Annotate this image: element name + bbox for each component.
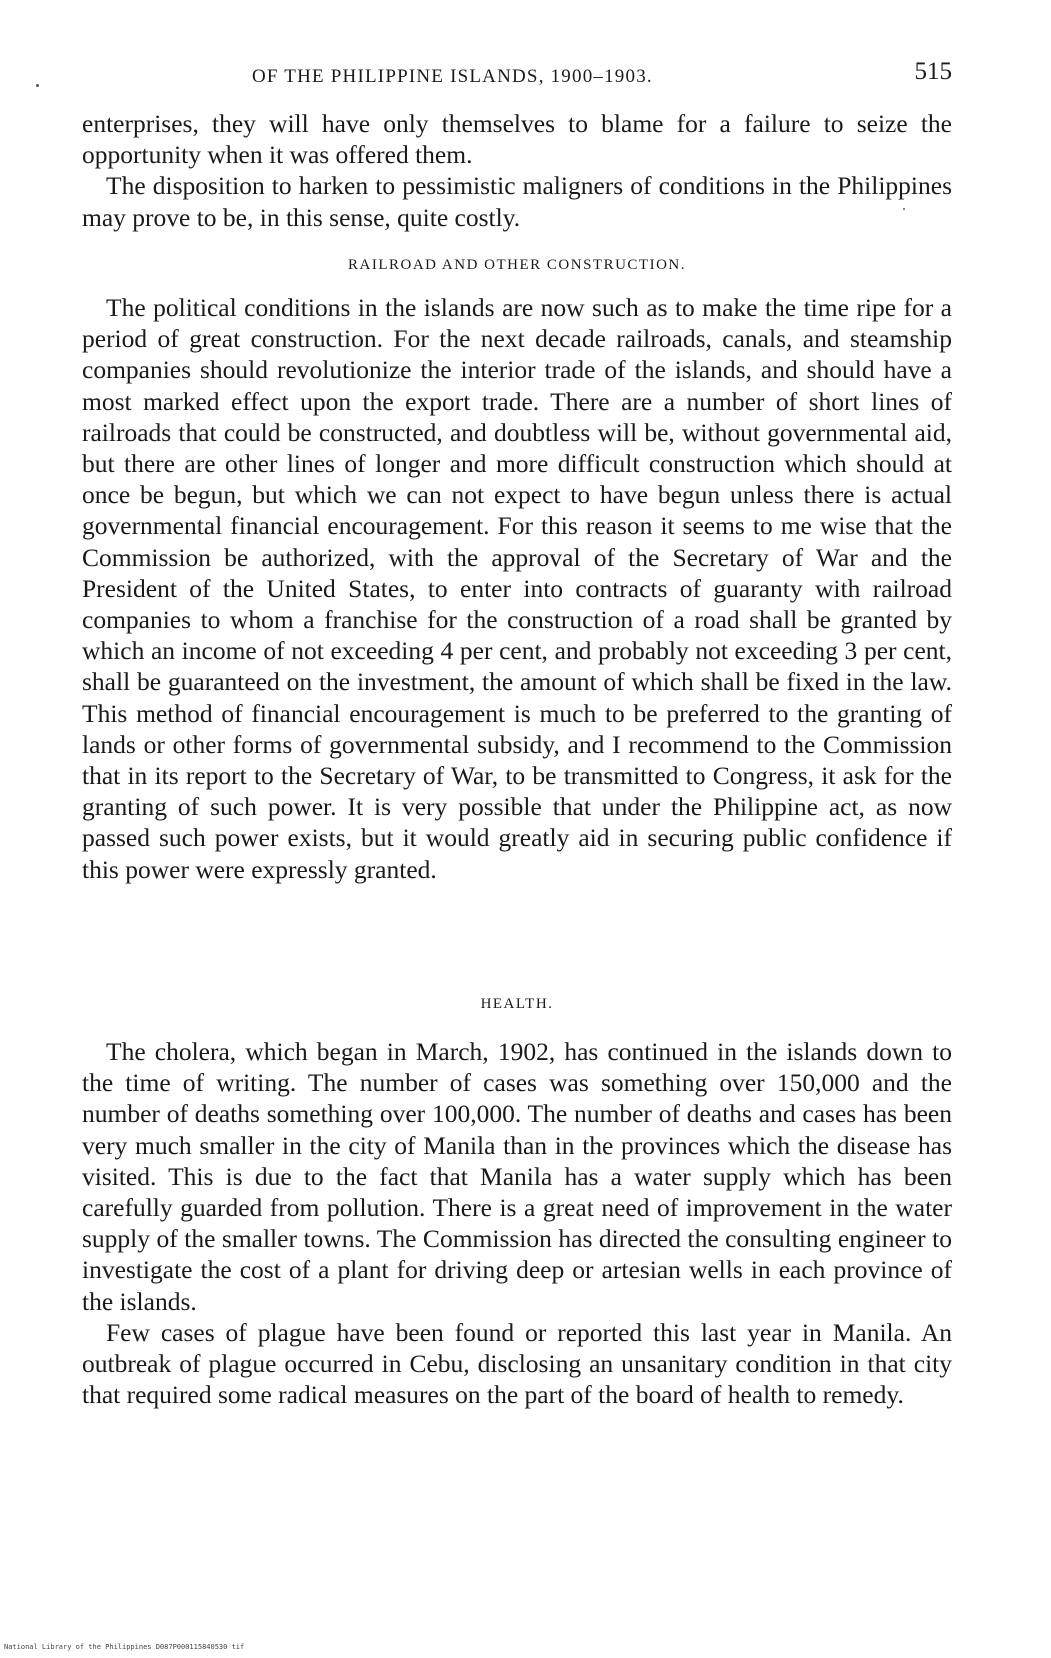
section-heading-railroad: RAILROAD AND OTHER CONSTRUCTION. <box>347 257 686 273</box>
running-head <box>82 58 952 92</box>
railroad-text <box>82 292 952 885</box>
scan-footer: National Library of the Philippines D087P000115840530 tif <box>4 1643 245 1651</box>
intro-text <box>82 108 952 233</box>
intro-paragraph: The disposition to harken to pessimistic maligners of conditions in the Philippines may prove to be, in this sense, quite costly. <box>82 171 952 232</box>
health-paragraph: The cholera, which began in March, 1902, has continued in the islands down to the time of writing. The number of cases was something over 150,000 and the number of deaths something over 100,000. The number of deaths and cases has been very much smaller in the city of Manila than in the provinces which the disease has visited. This is due to the fact that Manila has a water supply which has been carefully guarded from pollution. There is a great need of improvement in the water supply of the smaller towns. The Commission has directed the consulting engineer to investigate the cost of a plant for driving deep or artesian wells in each province of the islands. <box>82 1037 952 1316</box>
health-text <box>82 1036 952 1410</box>
railroad-paragraph: The political conditions in the islands are now such as to make the time ripe for a period of great construction. For the next decade railroads, canals, and steamship companies should revolutionize the interior trade of the islands, and should have a most marked effect upon the export trade. There are a number of short lines of railroads that could be constructed, and doubtless will be, without governmental aid, but there are other lines of longer and more difficult construction which should at once be begun, but which we can not expect to have begun unless there is actual governmental financial encouragement. For this reason it seems to me wise that the Commission be authorized, with the approval of the Secretary of War and the President of the United States, to enter into contracts of guaranty with railroad companies to whom a franchise for the construction of a road shall be granted by which an income of not exceeding 4 per cent, and probably not exceeding 3 per cent, shall be guaranteed on the investment, the amount of which shall be fixed in the law. This method of financial encouragement is much to be preferred to the granting of lands or other forms of governmental subsidy, and I recommend to the Commission that in its report to the Secretary of War, to be transmitted to Congress, it ask for the granting of such power. It is very possible that under the Philippine act, as now passed such power exists, but it would greatly aid in securing public confidence if this power were expressly granted. <box>82 293 952 884</box>
running-title: OF THE PHILIPPINE ISLANDS, 1900–1903. <box>252 66 653 87</box>
intro-paragraph: enterprises, they will have only themselves to blame for a failure to seize the opportunity when it was offered them. <box>82 109 952 170</box>
scan-speck <box>36 84 39 87</box>
page-number: 515 <box>914 58 952 85</box>
section-heading-health: HEALTH. <box>480 996 554 1012</box>
health-paragraph: Few cases of plague have been found or reported this last year in Manila. An outbreak of plague occurred in Cebu, disclosing an unsanitary condition in that city that required some radical measures on the part of the board of health to remedy. <box>82 1317 952 1410</box>
